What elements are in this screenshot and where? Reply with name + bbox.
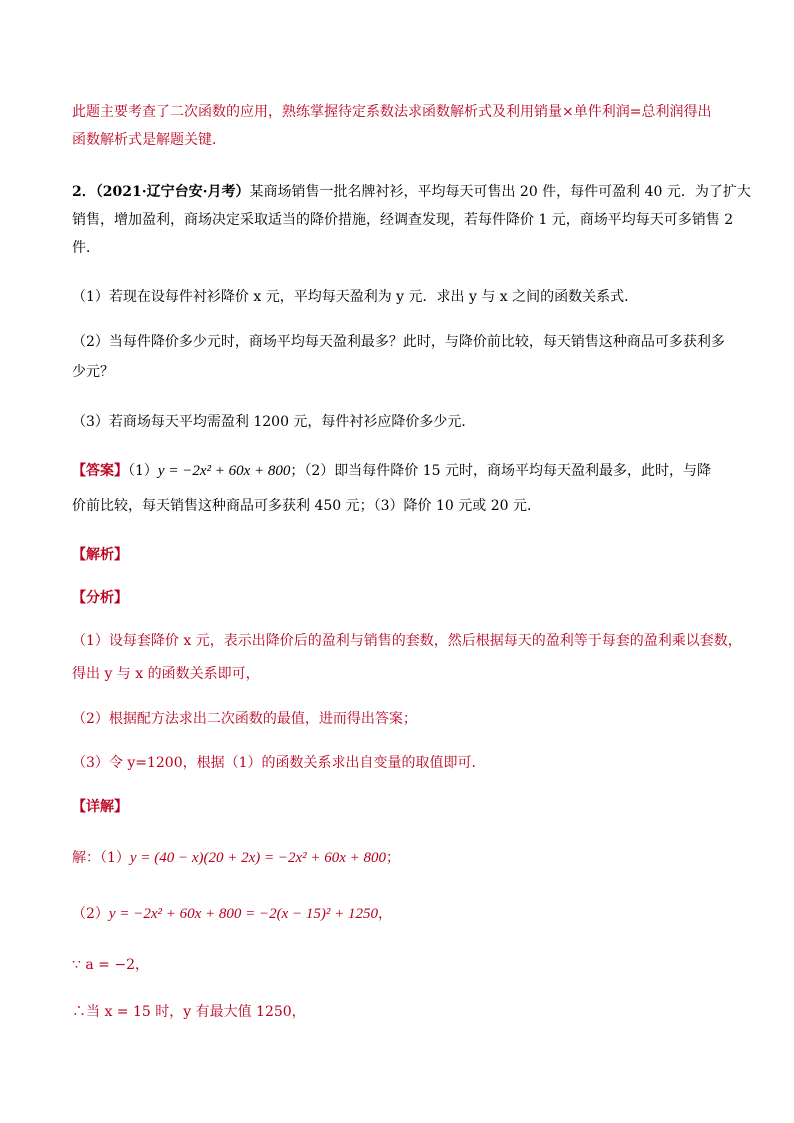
analysis-p2: （2）根据配方法求出二次函数的最值，进而得出答案； bbox=[72, 711, 417, 727]
solution-line-1 bbox=[72, 848, 400, 868]
sub-question-3: （3）若商场每天平均需盈利 1200 元，每件衬衫应降价多少元． bbox=[72, 414, 476, 430]
sub-question-1: （1）若现在设每件衬衫降价 x 元，平均每天盈利为 y 元．求出 y 与 x 之间的函数关系式． bbox=[72, 289, 639, 305]
sub-question-2-line-1: （2）当每件降价多少元时，商场平均每天盈利最多？此时，与降价前比较，每天销售这种商品可多获利多 bbox=[72, 334, 725, 350]
answer-line-1 bbox=[72, 461, 711, 481]
solution-line-4: ∴当 x = 15 时，y 有最大值 1250， bbox=[72, 1004, 306, 1020]
analysis-p3: （3）令 y=1200，根据（1）的函数关系求出自变量的取值即可． bbox=[72, 755, 486, 771]
question-number: 2． bbox=[72, 184, 96, 200]
solution-line-2 bbox=[72, 904, 392, 924]
solution-line-2-end: ， bbox=[378, 906, 393, 922]
summary-line-2: 函数解析式是解题关键． bbox=[72, 132, 226, 148]
analysis-p1-line-1: （1）设每套降价 x 元，表示出降价后的盈利与销售的套数，然后根据每天的盈利等于每套的盈利乘以套数， bbox=[72, 633, 742, 649]
solution-line-2-prefix: （2） bbox=[72, 906, 109, 922]
solution-line-1-end: ； bbox=[386, 850, 401, 866]
question-line-2: 销售，增加盈利，商场决定采取适当的降价措施，经调查发现，若每件降价 1 元，商场平均每天可多销售 2 bbox=[72, 212, 734, 228]
question-source: （2021·辽宁台安·月考） bbox=[95, 184, 250, 200]
analysis-label: 【解析】 bbox=[72, 547, 128, 563]
answer-part1-rest: ；（2）即当每件降价 15 元时，商场平均每天盈利最多，此时，与降 bbox=[290, 463, 712, 479]
answer-part1-prefix: （1） bbox=[128, 463, 158, 479]
answer-line-2: 价前比较，每天销售这种商品可多获利 450 元；（3）降价 10 元或 20 元． bbox=[72, 498, 541, 514]
detail-label: 【详解】 bbox=[72, 799, 128, 815]
solution-formula-2: y = −2x² + 60x + 800 = −2(x − 15)² + 1250 bbox=[108, 906, 379, 922]
solution-line-1-prefix: 解：（1） bbox=[72, 850, 130, 866]
question-line-3: 件． bbox=[72, 240, 100, 256]
question-text-1: 某商场销售一批名牌衬衫，平均每天可售出 20 件，每件可盈利 40 元．为了扩大 bbox=[249, 184, 751, 200]
question-line-1 bbox=[72, 182, 751, 202]
answer-formula: y = −2x² + 60x + 800 bbox=[157, 463, 291, 479]
fenxi-label: 【分析】 bbox=[72, 590, 128, 606]
summary-line-1: 此题主要考查了二次函数的应用，熟练掌握待定系数法求函数解析式及利用销量×单件利润=总利润得出 bbox=[72, 104, 712, 120]
solution-formula-1: y = (40 − x)(20 + 2x) = −2x² + 60x + 800 bbox=[129, 850, 387, 866]
solution-line-3: ∵ a = −2， bbox=[72, 957, 149, 973]
analysis-p1-line-2: 得出 y 与 x 的函数关系即可， bbox=[72, 666, 260, 682]
answer-label: 【答案】 bbox=[72, 463, 128, 479]
sub-question-2-line-2: 少元？ bbox=[72, 364, 114, 380]
